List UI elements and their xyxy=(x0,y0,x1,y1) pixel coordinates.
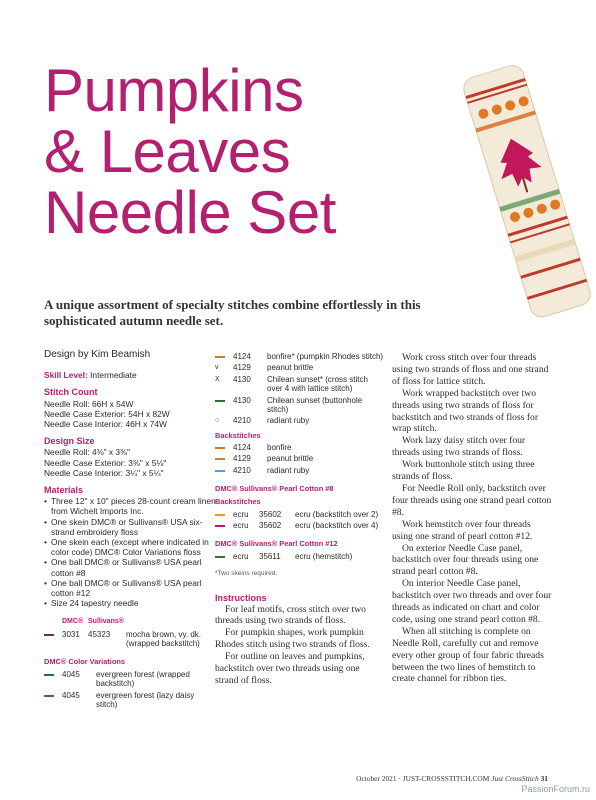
instruction-paragraph: For Needle Roll only, backstitch over four threads using one strand pearl cotton #8. xyxy=(392,482,552,518)
materials-item: • One ball DMC® or Sullivans® USA pearl cotton #8 xyxy=(44,557,216,577)
footnote: *Two skeins required. xyxy=(215,570,278,578)
deck-text: A unique assortment of specialty stitches combine effortlessly in this sophisticated autumn needle set. xyxy=(44,297,421,328)
needle-roll-photo xyxy=(462,60,594,322)
design-size-heading: Design Size xyxy=(44,436,95,447)
sullivans-number: 35602 xyxy=(259,509,282,519)
materials-list xyxy=(44,496,216,608)
swatch-icon xyxy=(44,674,54,676)
swatch-icon xyxy=(215,447,225,449)
color-key-row xyxy=(215,352,385,361)
dmc-number: 4129 xyxy=(233,454,251,464)
stitch-count-line: Needle Case Exterior: 54H x 82W xyxy=(44,408,170,419)
color-name: Chilean sunset (buttonhole stitch) xyxy=(267,395,363,415)
color-key-row xyxy=(215,466,385,475)
stitch-count-line: Needle Case Interior: 46H x 74W xyxy=(44,419,167,430)
column-materials xyxy=(44,350,216,709)
instruction-paragraph: Work buttonhole stitch using three strands of floss. xyxy=(392,459,535,483)
color-name: bonfire xyxy=(267,443,292,453)
dmc-number: 4210 xyxy=(233,416,251,426)
color-name: ecru (backstitch over 2) xyxy=(295,509,379,519)
color-key-row xyxy=(215,521,385,530)
color-key-row xyxy=(215,443,385,452)
instruction-paragraph: Work hemstitch over four threads using one strand of pearl cotton #12. xyxy=(392,518,533,542)
materials-item: • Three 12" x 10" pieces 28-count cream linen from Wichelt Imports Inc. xyxy=(44,496,216,516)
title-line: Pumpkins xyxy=(44,57,304,124)
design-size-line: Needle Case Exterior: 3⅜" x 5⅛" xyxy=(44,457,167,468)
dmc-number: 4045 xyxy=(62,669,80,679)
issue-date: October 2021 xyxy=(356,774,397,783)
instruction-paragraph: For pumpkin shapes, work pumpkin Rhodes stitch using two strands of floss. xyxy=(215,627,370,651)
materials-item: • Size 24 tapestry needle xyxy=(44,598,216,608)
instructions-heading: Instructions xyxy=(215,593,267,604)
design-credit: Design by Kim Beamish xyxy=(44,349,151,360)
pearl-cotton-8-subheading: Backstitches xyxy=(215,497,261,507)
color-name: ecru (backstitch over 4) xyxy=(295,521,379,531)
dmc-number: 4210 xyxy=(233,465,251,475)
sullivans-number: 45323 xyxy=(88,629,111,639)
symbol-circle: ○ xyxy=(215,417,220,425)
materials-item: • One skein DMC® or Sullivans® USA six-strand embroidery floss xyxy=(44,517,216,537)
dmc-number: 4130 xyxy=(233,374,251,384)
swatch-icon xyxy=(215,458,225,460)
page-number: 31 xyxy=(540,774,548,783)
dmc-number: 4124 xyxy=(233,443,251,453)
materials-heading: Materials xyxy=(44,485,84,496)
stitch-count-line: Needle Roll: 66H x 54W xyxy=(44,398,134,409)
swatch-icon xyxy=(215,525,225,527)
color-name: peanut brittle xyxy=(267,454,314,464)
dmc-number: 4129 xyxy=(233,363,251,373)
dmc-header: DMC® xyxy=(62,618,84,626)
dmc-number: 4130 xyxy=(233,395,251,405)
title-line: & Leaves xyxy=(44,118,291,185)
column-key-and-instructions xyxy=(215,352,385,687)
color-name: bonfire* (pumpkin Rhodes stitch) xyxy=(267,352,384,361)
dmc-number: 3031 xyxy=(62,629,80,639)
color-key-row xyxy=(215,375,385,394)
stitch-count-heading: Stitch Count xyxy=(44,387,98,398)
backstitches-heading: Backstitches xyxy=(215,430,261,440)
page-footer: October 2021 · JUST-CROSSSTITCH.COM Just CrossStitch 31 xyxy=(356,774,548,783)
magazine-name: Just CrossStitch xyxy=(491,774,539,783)
sullivans-header: Sullivans® xyxy=(88,618,124,626)
color-key-row xyxy=(215,510,385,519)
pearl-cotton-12-heading: DMC® Sullivans® Pearl Cotton #12 xyxy=(215,539,338,549)
color-key-row xyxy=(215,396,385,415)
dmc-number: ecru xyxy=(233,521,249,531)
color-name: radiant ruby xyxy=(267,465,310,475)
color-key-row xyxy=(44,670,216,689)
dmc-number: ecru xyxy=(233,509,249,519)
instruction-paragraph: On exterior Needle Case panel, backstitch over four threads using one strand pearl cotton #8. xyxy=(392,542,539,578)
color-name: ecru (hemstitch) xyxy=(295,551,353,561)
swatch-icon xyxy=(44,634,54,636)
color-name: evergreen forest (wrapped backstitch) xyxy=(96,669,190,689)
dmc-number: 4045 xyxy=(62,690,80,700)
symbol-v: v xyxy=(215,364,219,372)
swatch-icon xyxy=(215,356,225,358)
dmc-number: 4124 xyxy=(233,352,251,361)
instruction-paragraph: For leaf motifs, cross stitch over two threads using two strands of floss. xyxy=(215,603,366,627)
dmc-number: ecru xyxy=(233,551,249,561)
color-key-header xyxy=(44,617,216,627)
column-instructions-continued xyxy=(392,352,552,685)
sullivans-number: 35611 xyxy=(259,551,281,561)
design-size-line: Needle Case Interior: 3¼" x 5¼" xyxy=(44,467,164,478)
watermark: PassionForum.ru xyxy=(521,784,590,794)
skill-level xyxy=(44,370,216,380)
skill-label: Skill Level: xyxy=(44,370,88,381)
sullivans-number: 35602 xyxy=(259,521,282,531)
skill-value: Intermediate xyxy=(90,370,137,381)
color-name: Chilean sunset* (cross stitch over 4 with lattice stitch) xyxy=(267,374,368,394)
materials-item: • One ball DMC® or Sullivans® USA pearl cotton #12 xyxy=(44,578,216,598)
color-name: radiant ruby xyxy=(267,416,310,426)
article-title xyxy=(44,57,444,246)
instruction-paragraph: Work lazy daisy stitch over four threads using two strands of floss. xyxy=(392,435,526,459)
swatch-icon xyxy=(215,556,225,558)
pearl-cotton-8-heading: DMC® Sullivans® Pearl Cotton #8 xyxy=(215,484,334,494)
title-line: Needle Set xyxy=(44,179,336,246)
instruction-paragraph: Work cross stitch over four threads using two strands of floss and one strand of floss for lattice stitch. xyxy=(392,352,549,387)
color-key-row xyxy=(215,363,385,372)
website: JUST-CROSSSTITCH.COM xyxy=(402,774,490,783)
color-name: mocha brown, vy. dk. (wrapped backstitch) xyxy=(126,629,201,649)
instruction-paragraph: On interior Needle Case panel, backstitch over two threads and over four threads as indicated on chart and color code, using one strand pearl cotton #8. xyxy=(392,578,552,625)
instruction-paragraph: When all stitching is complete on Needle Roll, carefully cut and remove every other group of four fabric threads between the two lines of hemstitch to create channel for ribbon ties. xyxy=(392,625,544,685)
design-size-line: Needle Roll: 4⅜" x 3⅜" xyxy=(44,447,131,458)
color-key-row xyxy=(44,691,216,710)
swatch-icon xyxy=(215,470,225,472)
swatch-icon xyxy=(44,695,54,697)
color-name: evergreen forest (lazy daisy stitch) xyxy=(96,690,195,709)
swatch-icon xyxy=(215,400,225,402)
color-key-row xyxy=(44,630,216,649)
color-variations-heading: DMC® Color Variations xyxy=(44,657,126,667)
symbol-x: X xyxy=(215,375,220,383)
instruction-paragraph: Work wrapped backstitch over two threads using two strands of floss for backstitch and two strands of floss for wrap stitch. xyxy=(392,387,539,435)
instruction-paragraph: For outline on leaves and pumpkins, backstitch over two threads using one strand of floss. xyxy=(215,651,365,686)
swatch-icon xyxy=(215,514,225,516)
color-name: peanut brittle xyxy=(267,363,314,373)
color-key-row xyxy=(215,552,385,561)
color-key-row xyxy=(215,454,385,463)
materials-item: • One skein each (except where indicated in color code) DMC® Color Variations floss xyxy=(44,537,216,557)
color-key-row xyxy=(215,416,385,425)
